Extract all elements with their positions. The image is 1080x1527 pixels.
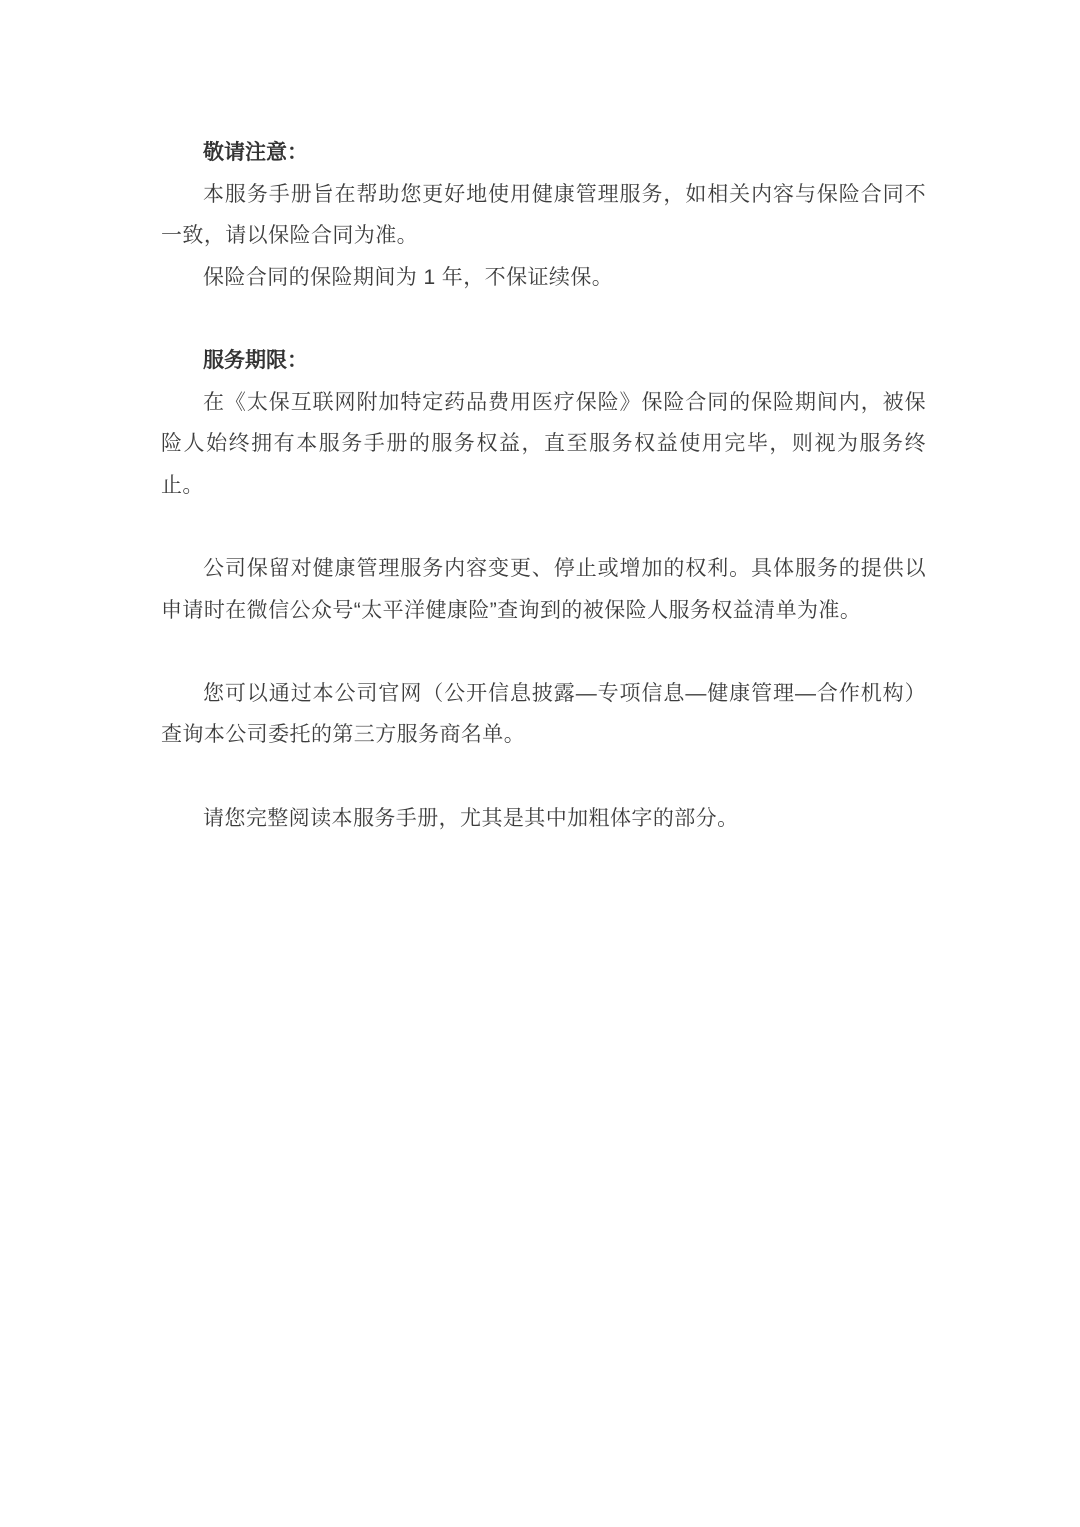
change-rights-paragraph: 公司保留对健康管理服务内容变更、停止或增加的权利。具体服务的提供以申请时在微信公众号“太平洋健康险”查询到的被保险人服务权益清单为准。: [161, 556, 926, 622]
blank-line: [161, 506, 926, 548]
notice-purpose-paragraph: 本服务手册旨在帮助您更好地使用健康管理服务，如相关内容与保险合同不一致，请以保险合同为准。: [161, 182, 926, 248]
blank-line: [161, 298, 926, 340]
service-term-paragraph: 在《太保互联网附加特定药品费用医疗保险》保险合同的保险期间内，被保险人始终拥有本服务手册的服务权益，直至服务权益使用完毕，则视为服务终止。: [161, 390, 926, 497]
document-page: [161, 132, 926, 839]
blank-line: [161, 756, 926, 798]
blank-line: [161, 631, 926, 673]
notice-heading: 敬请注意：: [203, 141, 308, 164]
third-party-provider-paragraph: 您可以通过本公司官网（公开信息披露—专项信息—健康管理—合作机构）查询本公司委托的第三方服务商名单。: [161, 681, 926, 747]
service-term-heading: 服务期限：: [203, 348, 308, 372]
notice-insurance-period-paragraph: 保险合同的保险期间为 1 年，不保证续保。: [203, 265, 614, 289]
read-manual-paragraph: 请您完整阅读本服务手册，尤其是其中加粗体字的部分。: [203, 806, 739, 830]
